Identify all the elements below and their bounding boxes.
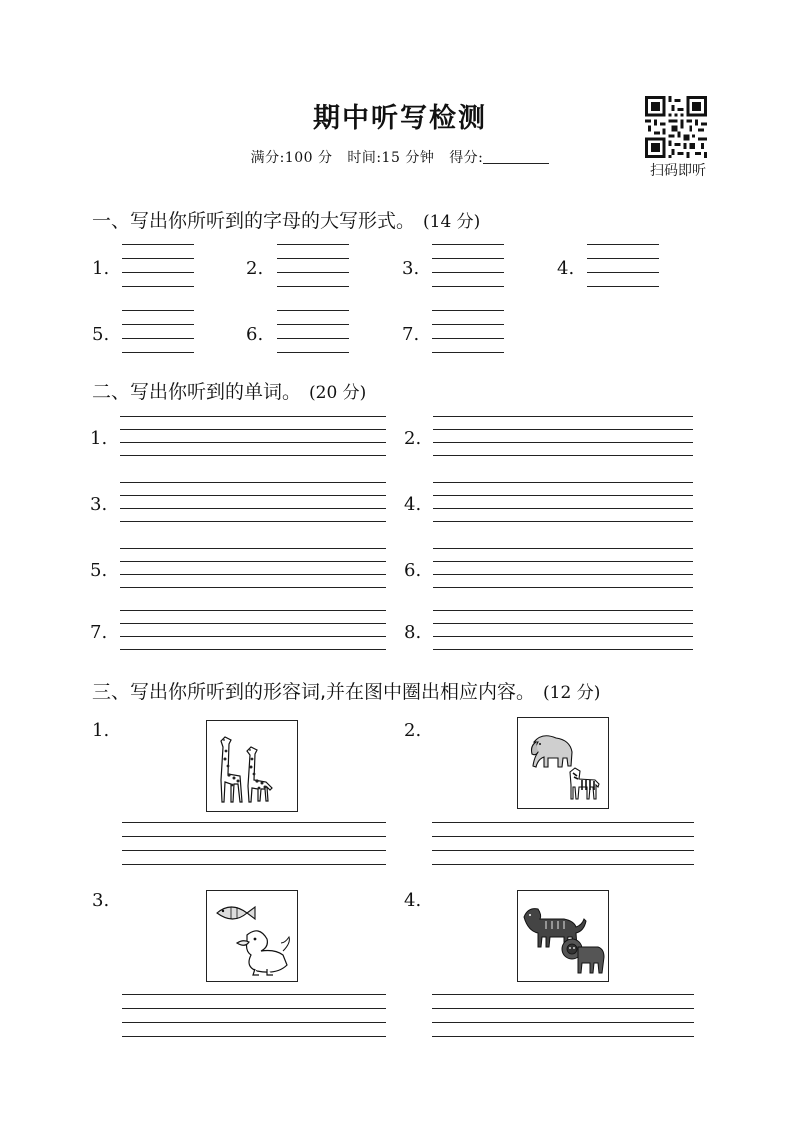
section-3-title: 三、写出你所听到的形容词,并在图中圈出相应内容。 [92, 681, 536, 703]
score-blank[interactable] [483, 149, 549, 164]
s1-item-number: 7. [402, 324, 420, 345]
page-title: 期中听写检测 [313, 103, 487, 134]
time-limit: 时间:15 分钟 [347, 150, 435, 166]
s3-item-number: 3. [92, 890, 110, 911]
s3-answer-lines[interactable] [432, 822, 694, 864]
s1-answer-lines[interactable] [432, 244, 504, 288]
s1-item-number: 2. [246, 258, 264, 279]
s1-item-number: 3. [402, 258, 420, 279]
s1-item-number: 5. [92, 324, 110, 345]
score-label: 得分: [449, 150, 484, 166]
section-1-heading [92, 206, 480, 233]
qr-caption: 扫码即听 [650, 163, 706, 179]
s2-item-number: 1. [90, 428, 108, 449]
s2-item-number: 2. [404, 428, 422, 449]
s1-item-number: 1. [92, 258, 110, 279]
s2-answer-lines[interactable] [433, 416, 693, 456]
tiger-and-lion-picture[interactable] [517, 890, 609, 982]
s2-answer-lines[interactable] [120, 482, 386, 522]
fish-and-duck-picture[interactable] [206, 890, 298, 982]
s1-answer-lines[interactable] [122, 244, 194, 288]
section-1-score: (14 分) [423, 212, 481, 232]
s3-answer-lines[interactable] [432, 994, 694, 1036]
s3-item-number: 1. [92, 720, 110, 741]
section-3-heading [92, 677, 600, 704]
s1-item-number: 6. [246, 324, 264, 345]
s1-answer-lines[interactable] [277, 244, 349, 288]
s2-item-number: 8. [404, 622, 422, 643]
s2-answer-lines[interactable] [433, 548, 693, 588]
s2-item-number: 5. [90, 560, 108, 581]
giraffes-picture[interactable] [206, 720, 298, 812]
full-marks: 满分:100 分 [250, 150, 333, 166]
section-1-title: 一、写出你所听到的字母的大写形式。 [92, 210, 416, 232]
s2-answer-lines[interactable] [120, 548, 386, 588]
s2-item-number: 3. [90, 494, 108, 515]
section-2-score: (20 分) [309, 383, 367, 403]
s2-item-number: 7. [90, 622, 108, 643]
section-2-title: 二、写出你听到的单词。 [92, 381, 302, 403]
s1-answer-lines[interactable] [432, 310, 504, 354]
s3-answer-lines[interactable] [122, 822, 386, 864]
s2-answer-lines[interactable] [433, 482, 693, 522]
s1-answer-lines[interactable] [587, 244, 659, 288]
s1-answer-lines[interactable] [277, 310, 349, 354]
s3-item-number: 4. [404, 890, 422, 911]
elephant-and-zebra-picture[interactable] [517, 717, 609, 809]
s1-item-number: 4. [557, 258, 575, 279]
section-3-score: (12 分) [543, 683, 601, 703]
s2-item-number: 4. [404, 494, 422, 515]
s3-item-number: 2. [404, 720, 422, 741]
s3-answer-lines[interactable] [122, 994, 386, 1036]
s2-answer-lines[interactable] [433, 610, 693, 650]
s2-answer-lines[interactable] [120, 610, 386, 650]
s2-item-number: 6. [404, 560, 422, 581]
s1-answer-lines[interactable] [122, 310, 194, 354]
s2-answer-lines[interactable] [120, 416, 386, 456]
section-2-heading [92, 377, 366, 404]
qr-code-icon[interactable] [645, 96, 707, 158]
